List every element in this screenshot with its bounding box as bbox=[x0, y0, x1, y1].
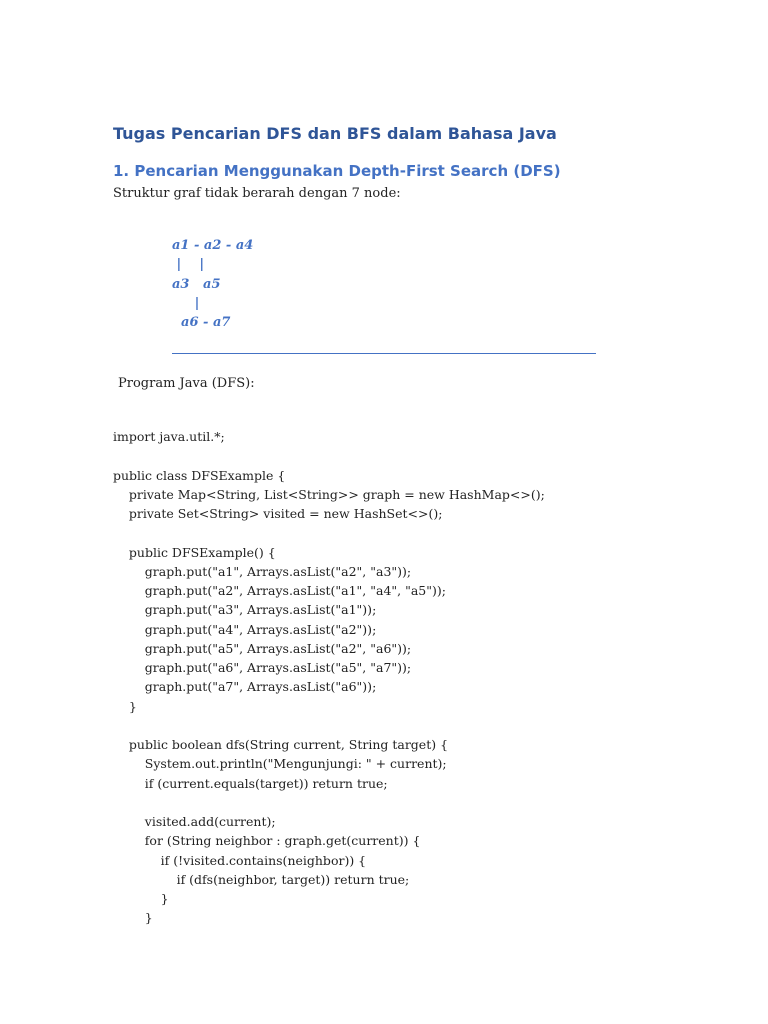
java-code-block: import java.util.*; public class DFSExample { private Map<String, List<String>> graph = new HashMap<>(); private Set<String> visited = new HashSet<>(); public DFSExample() { graph.put("a1", Arrays.asList("a2", "a3")); graph.put("a2", Arrays.asList("a1", "a4", "a5")); graph.put("a3", Arrays.asList("a1")); graph.put("a4", Arrays.asList("a2")); graph.put("a5", Arrays.asList("a2", "a6")); graph.put("a6", Arrays.asList("a5", "a7")); graph.put("a7", Arrays.asList("a6")); } public boolean dfs(String current, String target) { System.out.println("Mengunjungi: " + current); if (current.equals(target)) return true; visited.add(current); for (String neighbor : graph.get(current)) { if (!visited.contains(neighbor)) { if (dfs(neighbor, target)) return true; } } bbox=[113, 429, 545, 926]
horizontal-rule bbox=[172, 353, 596, 354]
graph-diagram: a1 - a2 - a4 | | a3 a5 | a6 - a7 bbox=[172, 238, 254, 331]
intro-paragraph: Struktur graf tidak berarah dengan 7 node: bbox=[113, 186, 401, 201]
document-title: Tugas Pencarian DFS dan BFS dalam Bahasa Java bbox=[113, 124, 557, 143]
program-label: Program Java (DFS): bbox=[118, 376, 255, 391]
section-heading: 1. Pencarian Menggunakan Depth-First Search (DFS) bbox=[113, 162, 561, 180]
